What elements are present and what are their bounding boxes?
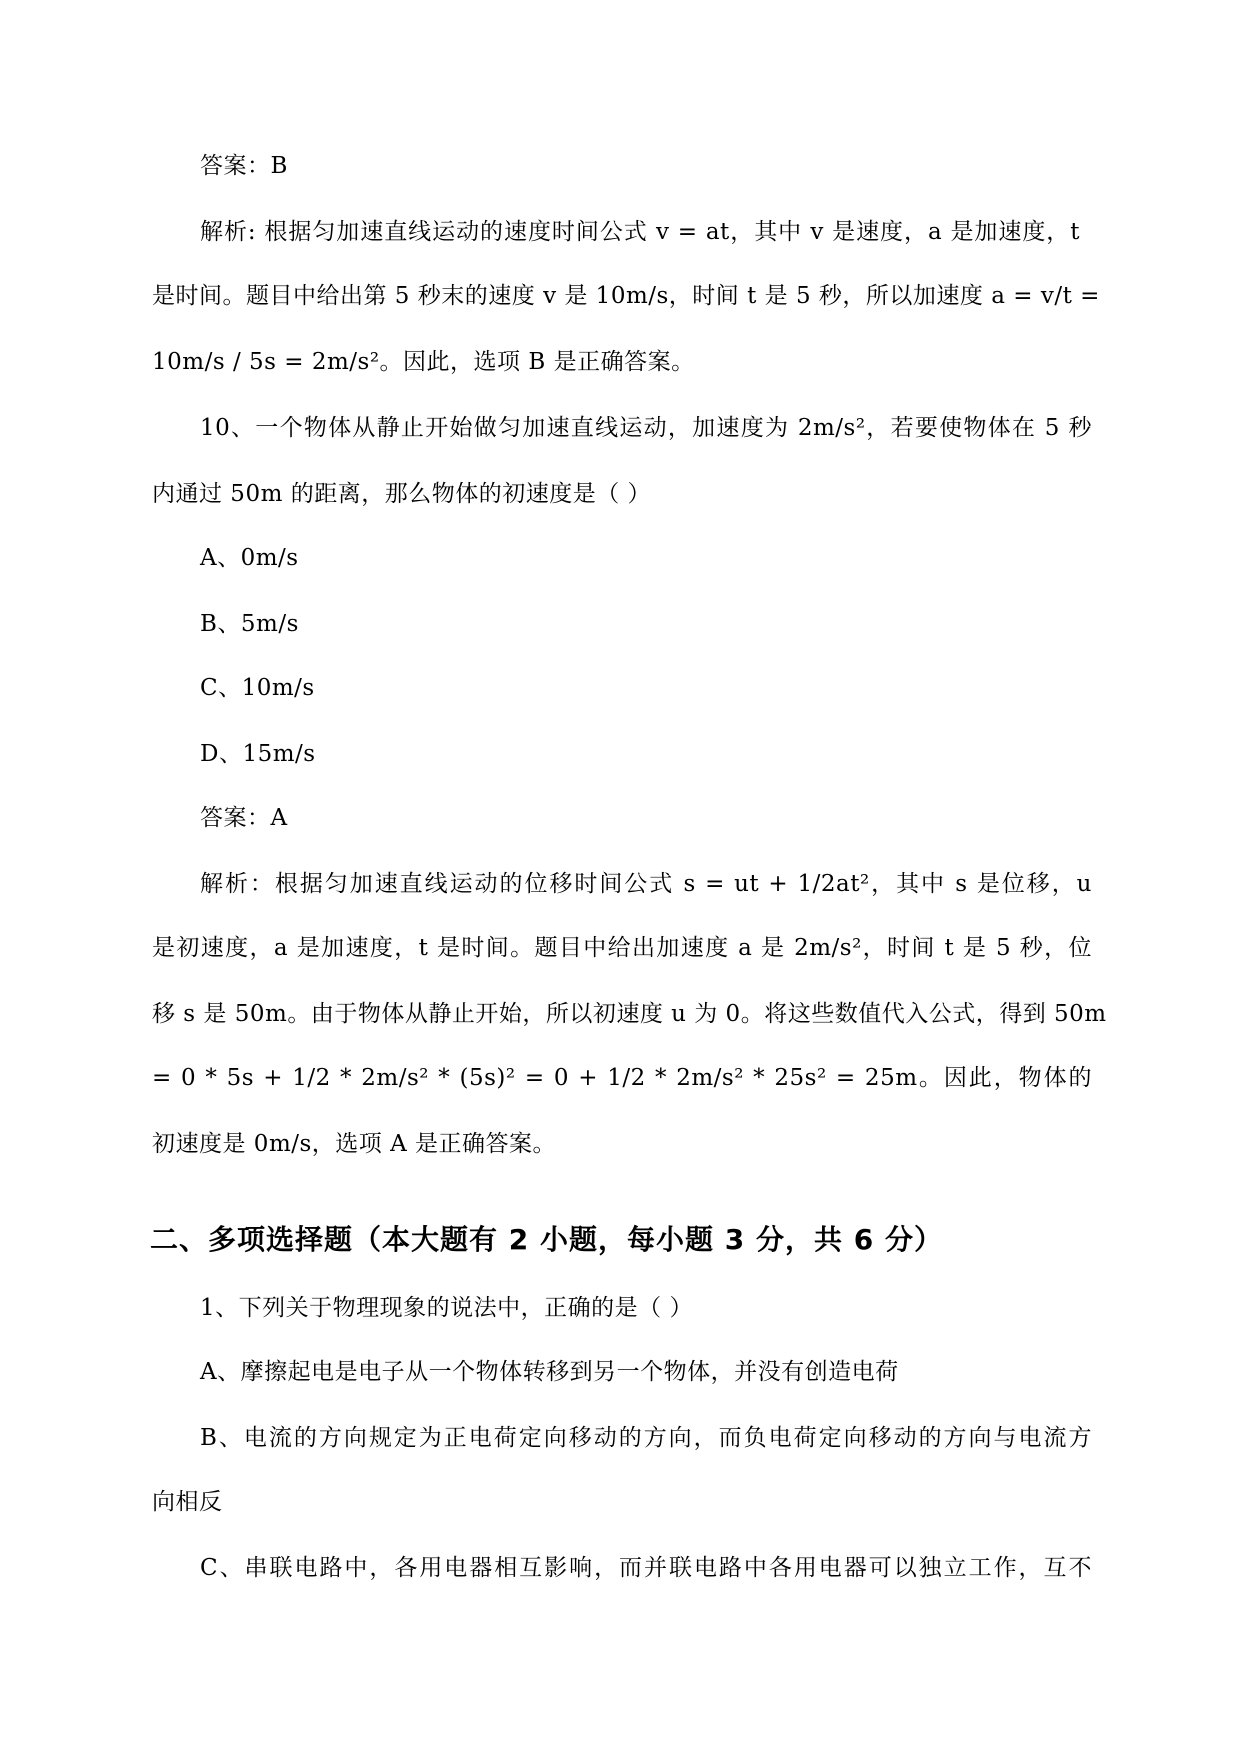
q9-answer: 答案：B bbox=[200, 153, 288, 179]
q10-stem-line-2: 内通过 50m 的距离，那么物体的初速度是（ ） bbox=[152, 481, 652, 507]
q10-answer: 答案：A bbox=[200, 805, 288, 831]
q10-analysis-line-5: 初速度是 0m/s，选项 A 是正确答案。 bbox=[152, 1131, 557, 1157]
mq1-option-b-line-1: B、电流的方向规定为正电荷定向移动的方向，而负电荷定向移动的方向与电流方 bbox=[200, 1425, 1092, 1451]
q10-option-b: B、5m/s bbox=[200, 611, 299, 637]
q10-option-a: A、0m/s bbox=[200, 545, 299, 571]
q9-analysis-line-2: 是时间。题目中给出第 5 秒末的速度 v 是 10m/s，时间 t 是 5 秒，所以加速度 a = v/t = bbox=[152, 283, 1100, 309]
q10-analysis-line-3: 移 s 是 50m。由于物体从静止开始，所以初速度 u 为 0。将这些数值代入公式，得到 50m bbox=[152, 1001, 1107, 1027]
section-heading: 二、多项选择题（本大题有 2 小题，每小题 3 分，共 6 分） bbox=[150, 1223, 943, 1256]
mq1-option-b-line-2: 向相反 bbox=[152, 1489, 223, 1515]
mq1-option-c-line-1: C、串联电路中，各用电器相互影响，而并联电路中各用电器可以独立工作，互不 bbox=[200, 1555, 1092, 1581]
q9-analysis-line-1: 解析: 根据匀加速直线运动的速度时间公式 v = at，其中 v 是速度，a 是加速度，t bbox=[200, 219, 1080, 245]
q10-analysis-line-2: 是初速度，a 是加速度，t 是时间。题目中给出加速度 a 是 2m/s²，时间 t 是 5 秒，位 bbox=[152, 935, 1092, 961]
q10-option-c: C、10m/s bbox=[200, 675, 315, 701]
q10-analysis-line-1: 解析：根据匀加速直线运动的位移时间公式 s = ut + 1/2at²，其中 s 是位移，u bbox=[200, 871, 1092, 897]
mq1-option-a: A、摩擦起电是电子从一个物体转移到另一个物体，并没有创造电荷 bbox=[200, 1359, 899, 1385]
q10-stem-line-1: 10、一个物体从静止开始做匀加速直线运动，加速度为 2m/s²，若要使物体在 5 秒 bbox=[200, 415, 1092, 441]
mq1-stem: 1、下列关于物理现象的说法中，正确的是（ ） bbox=[200, 1295, 693, 1321]
q9-analysis-line-3: 10m/s / 5s = 2m/s²。因此，选项 B 是正确答案。 bbox=[152, 349, 695, 375]
q10-analysis-line-4: = 0 * 5s + 1/2 * 2m/s² * (5s)² = 0 + 1/2 * 2m/s² * 25s² = 25m。因此，物体的 bbox=[152, 1065, 1092, 1091]
q10-option-d: D、15m/s bbox=[200, 741, 316, 767]
